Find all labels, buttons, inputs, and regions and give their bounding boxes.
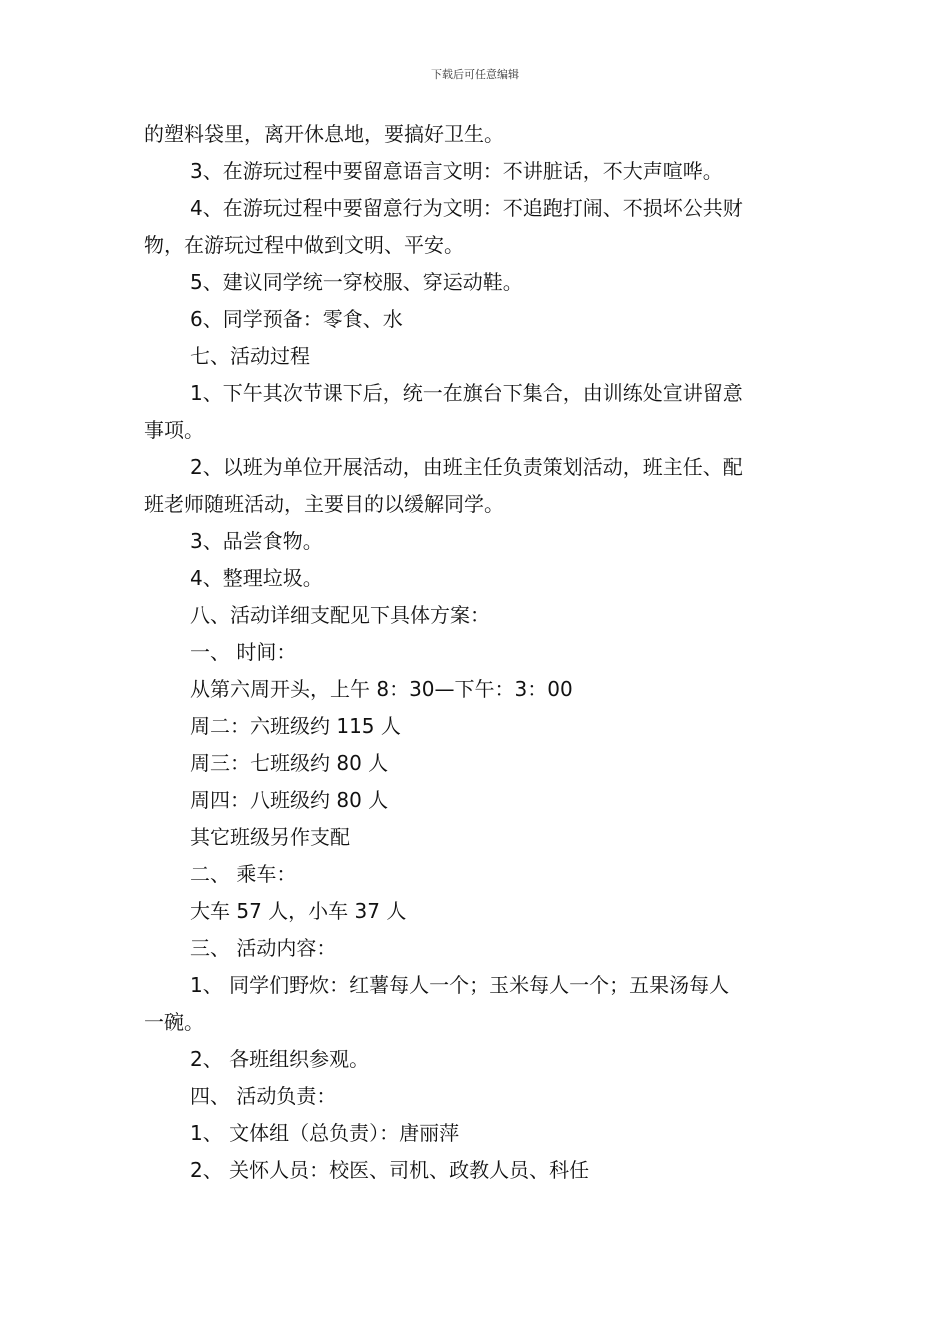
paragraph: 的塑料袋里，离开休息地，要搞好卫生。 [144,122,504,146]
paragraph: 周四：八班级约 80 人 [190,788,389,812]
paragraph: 从第六周开头，上午 8：30—下午：3：00 [190,677,573,701]
paragraph: 3、品尝食物。 [190,529,323,553]
paragraph: 5、建议同学统一穿校服、穿运动鞋。 [190,270,523,294]
paragraph: 1、下午其次节课下后，统一在旗台下集合，由训练处宣讲留意 [190,381,743,405]
subsection-heading: 二、 乘车： [190,862,297,886]
section-heading: 七、活动过程 [190,344,310,368]
paragraph: 班老师随班活动，主要目的以缓解同学。 [144,492,504,516]
paragraph: 大车 57 人，小车 37 人 [190,899,407,923]
paragraph: 周三：七班级约 80 人 [190,751,389,775]
paragraph: 物，在游玩过程中做到文明、平安。 [144,233,464,257]
paragraph: 一碗。 [144,1010,204,1034]
paragraph: 2、 各班组织参观。 [190,1047,370,1071]
section-heading: 八、活动详细支配见下具体方案： [190,603,490,627]
paragraph: 事项。 [144,418,204,442]
paragraph: 6、同学预备：零食、水 [190,307,403,331]
paragraph: 1、 同学们野炊：红薯每人一个；玉米每人一个；五果汤每人 [190,973,730,997]
paragraph: 2、以班为单位开展活动，由班主任负责策划活动，班主任、配 [190,455,743,479]
paragraph: 2、 关怀人员：校医、司机、政教人员、科任 [190,1158,590,1182]
paragraph: 1、 文体组（总负责）：唐丽萍 [190,1121,460,1145]
paragraph: 其它班级另作支配 [190,825,350,849]
subsection-heading: 一、 时间： [190,640,297,664]
subsection-heading: 三、 活动内容： [190,936,337,960]
paragraph: 4、在游玩过程中要留意行为文明：不追跑打闹、不损坏公共财 [190,196,743,220]
document-body [144,116,808,1189]
paragraph: 4、整理垃圾。 [190,566,323,590]
page-header: 下载后可任意编辑 [431,68,519,81]
subsection-heading: 四、 活动负责： [190,1084,337,1108]
paragraph: 3、在游玩过程中要留意语言文明：不讲脏话，不大声喧哗。 [190,159,723,183]
paragraph: 周二：六班级约 115 人 [190,714,401,738]
